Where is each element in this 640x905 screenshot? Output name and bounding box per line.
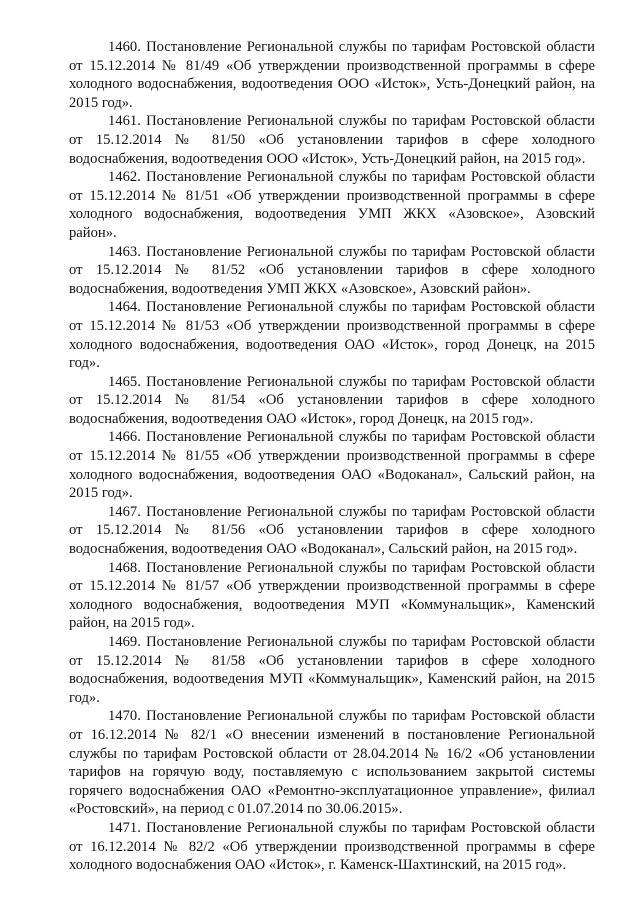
document-page: [69, 38, 595, 875]
entry-1469: 1469. Постановление Региональной службы по тарифам Ростовской области от 15.12.2014 № 81/58 «Об установлении тарифов в сфере холодного водоснабжения, водоотведения МУП «Коммунальщик», Каменский район, на 2015 год».: [69, 634, 595, 706]
entry-1465: 1465. Постановление Региональной службы по тарифам Ростовской области от 15.12.2014 № 81/54 «Об установлении тарифов в сфере холодного водоснабжения, водоотведения ОАО «Исток», город Донецк, на 2015 год».: [69, 373, 595, 427]
entry-1461: 1461. Постановление Региональной службы по тарифам Ростовской области от 15.12.2014 № 81/50 «Об установлении тарифов в сфере холодного водоснабжения, водоотведения ООО «Исток», Усть-Донецкий район, на 2015 год».: [69, 113, 595, 167]
entry-1464: 1464. Постановление Региональной службы по тарифам Ростовской области от 15.12.2014 № 81/53 «Об утверждении производственной программы в сфере холодного водоснабжения, водоотведения ОАО «Исток», город Донецк, на 2015 год».: [69, 299, 595, 372]
entry-1468: 1468. Постановление Региональной службы по тарифам Ростовской области от 15.12.2014 № 81/57 «Об утверждении производственной программы в сфере холодного водоснабжения, водоотведения МУП «Коммунальщик», Каменский район, на 2015 год».: [69, 559, 595, 632]
entry-1466: 1466. Постановление Региональной службы по тарифам Ростовской области от 15.12.2014 № 81/55 «Об утверждении производственной программы в сфере холодного водоснабжения, водоотведения ОАО «Водоканал», Сальский район, на 2015 год».: [69, 429, 595, 502]
entry-1467: 1467. Постановление Региональной службы по тарифам Ростовской области от 15.12.2014 № 81/56 «Об установлении тарифов в сфере холодного водоснабжения, водоотведения ОАО «Водоканал», Сальский район, на 2015 год».: [69, 503, 595, 558]
entry-1462: 1462. Постановление Региональной службы по тарифам Ростовской области от 15.12.2014 № 81/51 «Об утверждении производственной программы в сфере холодного водоснабжения, водоотведения УМП ЖКХ «Азовское», Азовский район».: [69, 169, 595, 241]
entry-1463: 1463. Постановление Региональной службы по тарифам Ростовской области от 15.12.2014 № 81/52 «Об установлении тарифов в сфере холодного водоснабжения, водоотведения УМП ЖКХ «Азовское», Азовский район».: [69, 243, 595, 297]
entry-1471: 1471. Постановление Региональной службы по тарифам Ростовской области от 16.12.2014 № 82/2 «Об утверждении производственной программы в сфере холодного водоснабжения ОАО «Исток», г. Каменск-Шахтинский, на 2015 год».: [69, 819, 595, 874]
entry-1460: 1460. Постановление Региональной службы по тарифам Ростовской области от 15.12.2014 № 81/49 «Об утверждении производственной программы в сфере холодного водоснабжения, водоотведения ООО «Исток», Усть-Донецкий район, на 2015 год».: [69, 39, 595, 111]
entry-1470: 1470. Постановление Региональной службы по тарифам Ростовской области от 16.12.2014 № 82/1 «О внесении изменений в постановление Региональной службы по тарифам Ростовской области от 28.04.2014 № 16/2 «Об установлении тарифов на горячую воду, поставляемую с использованием закрытой системы горячего водоснабжения ОАО «Ремонтно-эксплуатационное управление», филиал «Ростовский», на период с 01.07.2014 по 30.06.2015».: [69, 708, 595, 818]
